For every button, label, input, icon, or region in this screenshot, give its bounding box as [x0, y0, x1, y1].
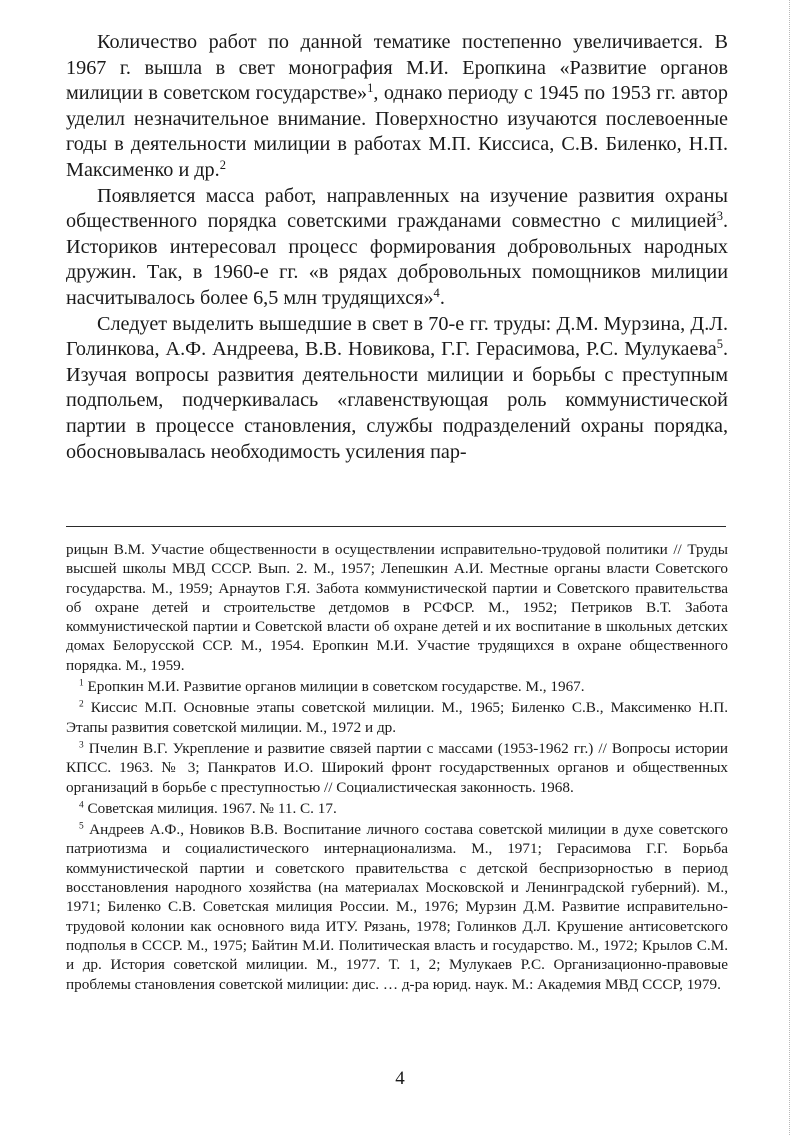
main-text	[66, 30, 728, 465]
footnote-item	[66, 799, 728, 818]
paragraph-text: . Историков интересовал процесс формирования добровольных народных дружин. Так, в 1960-е гг. «в рядах добровольных помощников милиции насчитывалось более 6,5 млн трудящихся»	[66, 210, 728, 309]
footnote-mark: 3	[79, 740, 84, 751]
paragraph-text: Появляется масса работ, направленных на изучение развития охраны общественного порядка советскими гражданами совместно с милицией	[66, 184, 728, 233]
paragraph-text: , однако периоду с 1945 по 1953 гг. автор уделил незначительное внимание. Поверхностно изучаются послевоенные годы в деятельности милиции в работах М.П. Киссиса, С.В. Биленко, Н.П. Максименко и др.	[66, 82, 728, 181]
footnote-ref[interactable]: 2	[219, 157, 226, 172]
footnote-ref[interactable]: 4	[433, 285, 440, 300]
footnote-ref[interactable]: 1	[367, 80, 374, 95]
footnote-mark: 5	[79, 821, 84, 832]
footnote-text: Андреев А.Ф., Новиков В.В. Воспитание личного состава советской милиции в духе советского патриотизма и социалистического интернационализма. М., 1971; Герасимова Г.Г. Борьба коммунистической партии и советского правительства с детской беспризорностью в период восстановления народного хозяйства (на материалах Московской и Ленинградской губерний). М., 1971; Биленко С.В. Советская милиция России. М., 1976; Мурзин Д.М. Развитие исправительно-трудовой колонии как основного вида ИТУ. Рязань, 1978; Голинков Д.Л. Крушение антисоветского подполья в СССР. М., 1975; Байтин М.И. Политическая власть и государство. М., 1972; Крылов С.М. и др. История советской милиции. М., 1977. Т. 1, 2; Мулукаев Р.С. Организационно-правовые проблемы становления советской милиции: дис. … д-ра юрид. наук. М.: Академия МВД СССР, 1979.	[66, 821, 728, 993]
footnote-text: Советская милиция. 1967. № 11. С. 17.	[83, 799, 337, 817]
paragraph-text: Следует выделить вышедшие в свет в 70-е гг. труды: Д.М. Мурзина, Д.Л. Голинкова, А.Ф. Андреева, В.В. Новикова, Г.Г. Герасимова, Р.С. Мулукаева	[66, 312, 728, 361]
footnotes	[66, 540, 728, 994]
footnote-mark: 1	[79, 678, 84, 689]
footnote-mark: 2	[79, 699, 84, 710]
footnote-ref[interactable]: 3	[716, 208, 723, 223]
footnote-ref[interactable]: 5	[716, 336, 723, 351]
footnote-item	[66, 698, 728, 737]
footnote-item	[66, 739, 728, 797]
footnote-mark: 4	[79, 800, 84, 811]
footnote-item	[66, 820, 728, 994]
footnote-continued: рицын В.М. Участие общественности в осуществлении исправительно-трудовой политики // Труды высшей школы МВД СССР. Вып. 2. М., 1957; Лепешкин А.И. Местные органы власти Советского государства. М., 1959; Арнаутов Г.Я. Забота коммунистической партии и Советского правительства об охране детей и строительстве детдомов в РСФСР. М., 1952; Петриков В.Т. Забота коммунистической партии и Советской власти об охране детей и их воспитание в школьных детских домах Белорусской ССР. М., 1954. Еропкин М.И. Участие трудящихся в охране общественного порядка. М., 1959.	[66, 541, 728, 674]
paragraph-text: . Изучая вопросы развития деятельности милиции и борьбы с преступным подпольем, подчеркивалась «главенствующая роль коммунистической партии в процессе становления, службы подразделений охраны порядка, обосновывалась необходимость усиления пар-	[66, 338, 728, 463]
paragraph	[66, 30, 728, 184]
paragraph-text: Количество работ по данной тематике постепенно увеличивается. В 1967 г. вышла в свет монография М.И. Еропкина «Развитие органов милиции в советском государстве»	[66, 31, 728, 105]
footnote-text: Пчелин В.Г. Укрепление и развитие связей партии с массами (1953-1962 гг.) // Вопросы истории КПСС. 1963. № 3; Панкратов И.О. Широкий фронт государственных органов и общественных организаций в борьбе с преступностью // Социалистическая законность. 1968.	[66, 739, 728, 796]
page-number: 4	[395, 1068, 405, 1089]
footnote-item	[66, 677, 728, 696]
footnote-text: Киссис М.П. Основные этапы советской милиции. М., 1965; Биленко С.В., Максименко Н.П. Этапы развития советской милиции. М., 1972 и др.	[66, 699, 728, 736]
page-edge	[789, 0, 794, 1135]
paragraph	[66, 184, 728, 312]
footnote-text: Еропкин М.И. Развитие органов милиции в советском государстве. М., 1967.	[83, 678, 585, 696]
paragraph	[66, 312, 728, 466]
paragraph-text: .	[439, 286, 445, 309]
footnote-divider	[66, 526, 726, 527]
